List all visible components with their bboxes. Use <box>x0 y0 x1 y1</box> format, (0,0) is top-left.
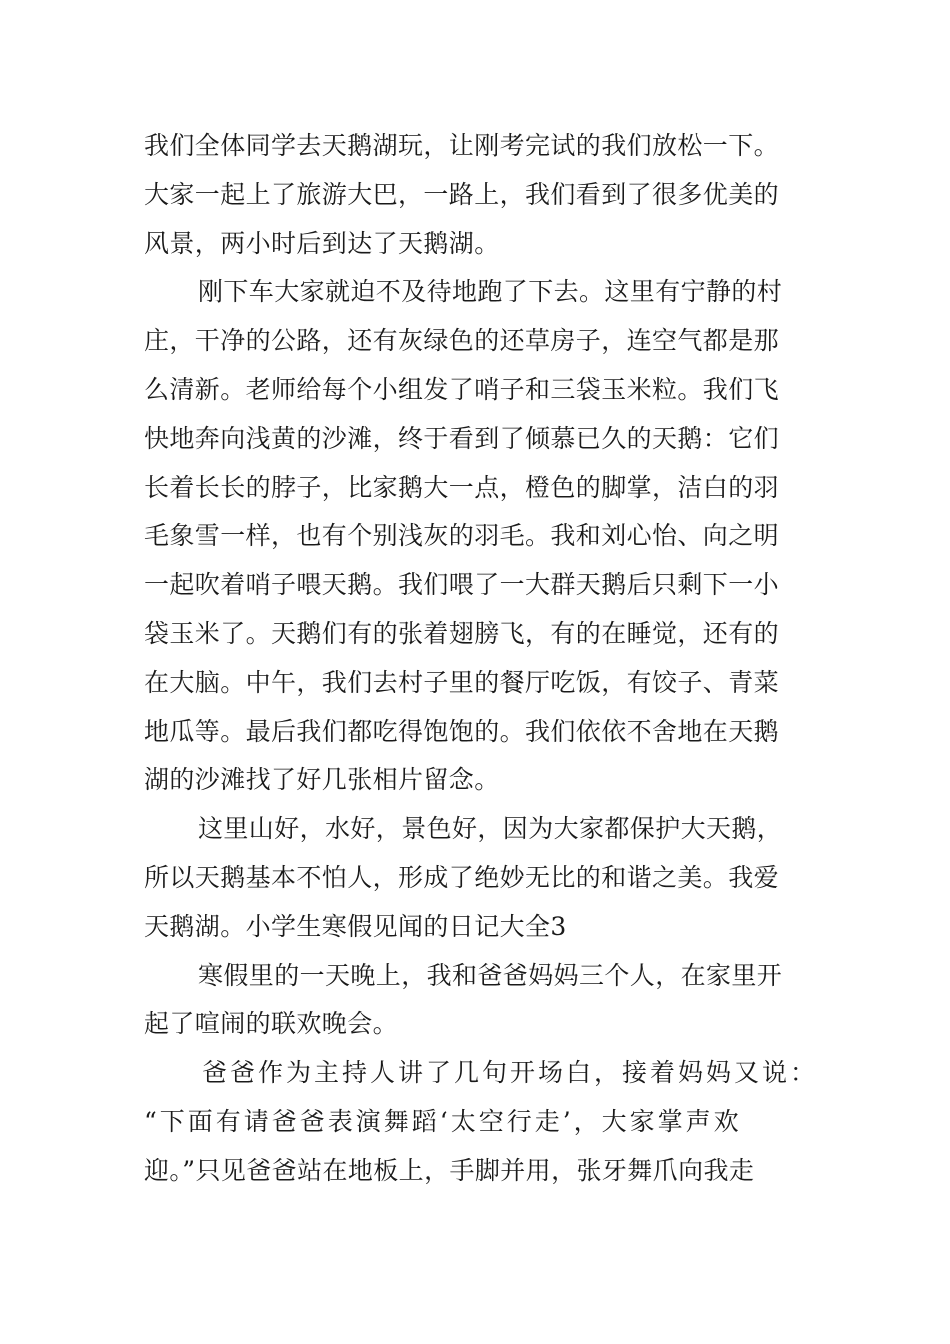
text-line: 庄，干净的公路，还有灰绿色的还草房子，连空气都是那 <box>144 326 780 356</box>
text-line: 天鹅湖。小学生寒假见闻的日记大全3 <box>144 911 567 941</box>
text-line: 我们全体同学去天鹅湖玩，让刚考完试的我们放松一下。 <box>144 131 780 160</box>
paragraph-party <box>144 952 808 1050</box>
text-line: “下面有请爸爸表演舞蹈‘太空行走’，大家掌声欢 <box>144 1106 742 1136</box>
paragraph-arrival <box>144 268 808 805</box>
paragraph-intro <box>144 122 808 268</box>
text-line: 起了喧闹的联欢晚会。 <box>144 1009 399 1039</box>
document-page <box>144 122 819 1196</box>
text-line: 这里山好，水好，景色好，因为大家都保护大天鹅， <box>198 814 783 844</box>
text-line: 风景，两小时后到达了天鹅湖。 <box>144 228 500 258</box>
text-line: 湖的沙滩找了好几张相片留念。 <box>144 765 500 795</box>
text-line: 袋玉米了。天鹅们有的张着翅膀飞，有的在睡觉，还有的 <box>144 618 780 648</box>
text-line: 快地奔向浅黄的沙滩，终于看到了倾慕已久的天鹅：它们 <box>144 423 780 453</box>
text-line: 地瓜等。最后我们都吃得饱饱的。我们依依不舍地在天鹅 <box>144 716 780 746</box>
text-line: 大家一起上了旅游大巴，一路上，我们看到了很多优美的 <box>144 179 780 209</box>
text-line: 迎。”只见爸爸站在地板上，手脚并用，张牙舞爪向我走 <box>144 1155 755 1185</box>
text-line: 在大脑。中午，我们去村子里的餐厅吃饭，有饺子、青菜 <box>144 667 780 697</box>
text-line: 一起吹着哨子喂天鹅。我们喂了一大群天鹅后只剩下一小 <box>144 570 780 600</box>
paragraph-host <box>144 1049 819 1195</box>
text-line: 爸爸作为主持人讲了几句开场白，接着妈妈又说： <box>202 1058 819 1088</box>
text-line: 寒假里的一天晚上，我和爸爸妈妈三个人，在家里开 <box>198 960 783 990</box>
text-line: 所以天鹅基本不怕人，形成了绝妙无比的和谐之美。我爱 <box>144 862 780 892</box>
text-line: 刚下车大家就迫不及待地跑了下去。这里有宁静的村 <box>198 277 783 307</box>
paragraph-conclusion <box>144 805 808 951</box>
text-line: 么清新。老师给每个小组发了哨子和三袋玉米粒。我们飞 <box>144 374 780 404</box>
text-line: 长着长长的脖子，比家鹅大一点，橙色的脚掌，洁白的羽 <box>144 472 780 502</box>
text-line: 毛象雪一样，也有个别浅灰的羽毛。我和刘心怡、向之明 <box>144 521 780 551</box>
